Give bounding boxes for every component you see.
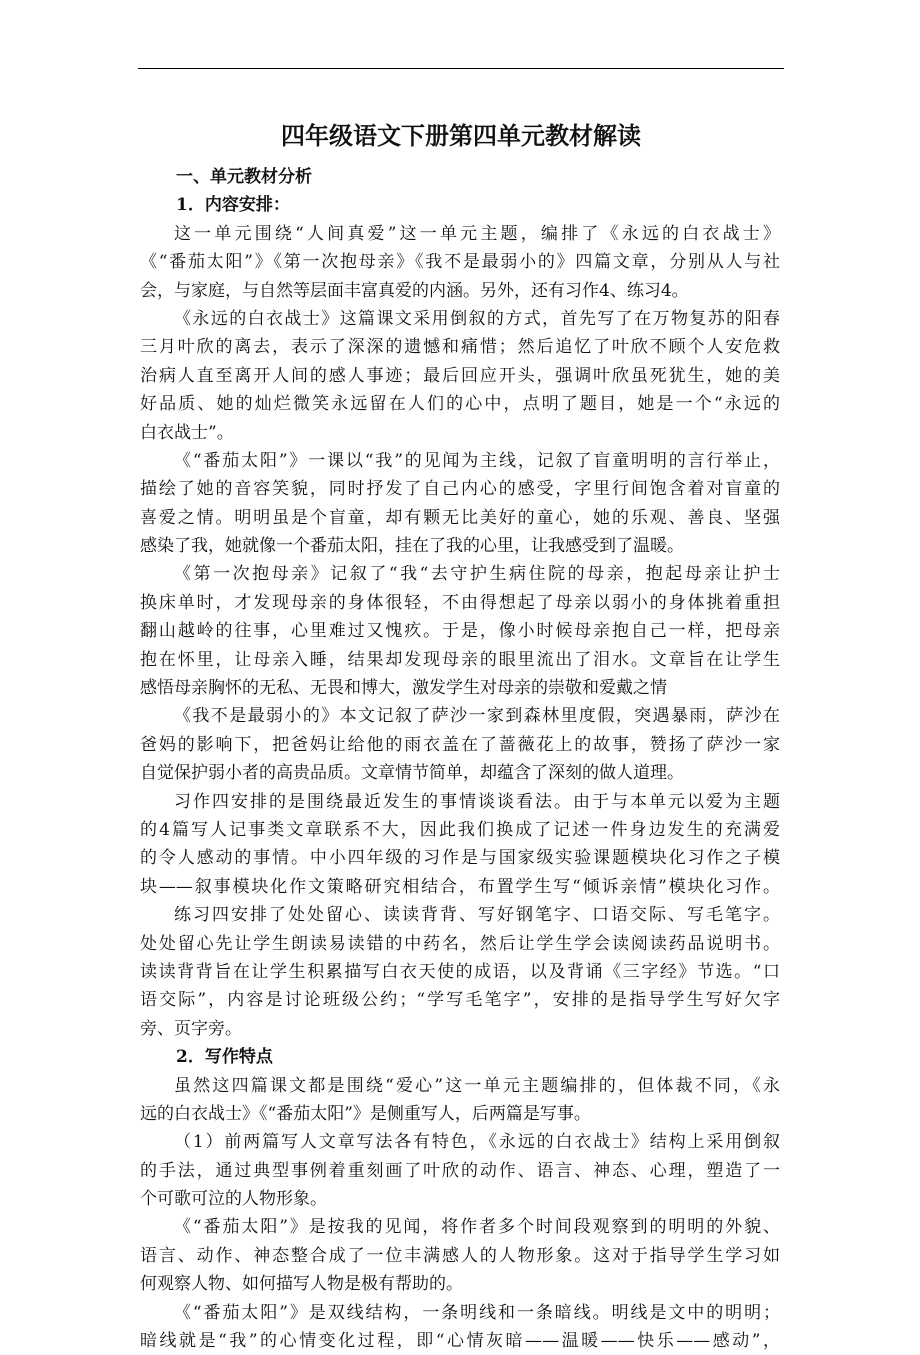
paragraph-line: 喜爱之情。明明虽是个盲童，却有颗无比美好的童心，她的乐观、善良、坚强: [140, 507, 780, 528]
paragraph-line: 《“番茄太阳”》是按我的见闻，将作者多个时间段观察到的明明的外貌、: [174, 1217, 780, 1238]
paragraph-line: 会，与家庭，与自然等层面丰富真爱的内涵。另外，还有习作4、练习4。: [140, 280, 689, 301]
paragraph-line: 爸妈的影响下，把爸妈让给他的雨衣盖在了蔷薇花上的故事，赞扬了萨沙一家: [140, 734, 780, 755]
paragraph-line: 读读背背旨在让学生积累描写白衣天使的成语，以及背诵《三字经》节选。“口: [140, 961, 780, 982]
paragraph-line: 旁、页字旁。: [140, 1018, 242, 1039]
paragraph-line: 暗线就是“我”的心情变化过程，即“心情灰暗——温暖——快乐——感动”，: [140, 1331, 780, 1352]
paragraph-line: 感悟母亲胸怀的无私、无畏和博大，激发学生对母亲的崇敬和爱戴之情: [140, 678, 667, 699]
section-heading: 一、单元教材分析: [176, 167, 312, 187]
paragraph-line: 白衣战士”。: [140, 422, 234, 443]
paragraph-line: 三月叶欣的离去，表示了深深的遗憾和痛惜；然后追忆了叶欣不顾个人安危救: [140, 337, 780, 358]
subsection-heading: 2．写作特点: [176, 1047, 273, 1068]
paragraph-line: 的手法，通过典型事例着重刻画了叶欣的动作、语言、神态、心理，塑造了一: [140, 1160, 780, 1181]
paragraph-line: 《第一次抱母亲》记叙了“我“去守护生病住院的母亲，抱起母亲让护士: [174, 564, 780, 585]
paragraph-line: 抱在怀里，让母亲入睡，结果却发现母亲的眼里流出了泪水。文章旨在让学生: [140, 649, 780, 670]
header-rule: [138, 68, 784, 69]
paragraph-line: 《我不是最弱小的》本文记叙了萨沙一家到森林里度假，突遇暴雨，萨沙在: [174, 706, 780, 727]
paragraph-line: 块——叙事模块化作文策略研究相结合，布置学生写“倾诉亲情”模块化习作。: [140, 876, 780, 897]
paragraph-line: 虽然这四篇课文都是围绕“爱心”这一单元主题编排的，但体裁不同，《永: [174, 1075, 780, 1096]
paragraph-line: 自觉保护弱小者的高贵品质。文章情节简单，却蕴含了深刻的做人道理。: [140, 763, 684, 784]
paragraph-line: 远的白衣战士》《“番茄太阳”》是侧重写人，后两篇是写事。: [140, 1103, 591, 1124]
paragraph-line: 的令人感动的事情。中小四年级的习作是与国家级实验课题模块化习作之子模: [140, 848, 780, 869]
paragraph-line: 这一单元围绕“人间真爱”这一单元主题，编排了《永远的白衣战士》: [174, 223, 780, 244]
subsection-heading: 1．内容安排：: [176, 195, 290, 216]
paragraph-line: 《“番茄太阳”》《第一次抱母亲》《我不是最弱小的》四篇文章，分别从人与社: [140, 252, 780, 273]
paragraph-line: 处处留心先让学生朗读易读错的中药名，然后让学生学会读阅读药品说明书。: [140, 933, 780, 954]
paragraph-line: 翻山越岭的往事，心里难过又愧疚。于是，像小时候母亲抱自己一样，把母亲: [140, 621, 780, 642]
paragraph-line: 《永远的白衣战士》这篇课文采用倒叙的方式，首先写了在万物复苏的阳春: [174, 308, 780, 329]
paragraph-line: 语言、动作、神态整合成了一位丰满感人的人物形象。这对于指导学生学习如: [140, 1245, 780, 1266]
paragraph-line: （1）前两篇写人文章写法各有特色，《永远的白衣战士》结构上采用倒叙: [174, 1132, 780, 1153]
document-title: 四年级语文下册第四单元教材解读: [281, 121, 641, 150]
paragraph-line: 好品质、她的灿烂微笑永远留在人们的心中，点明了题目，她是一个“永远的: [140, 394, 780, 415]
paragraph-line: 的4篇写人记事类文章联系不大，因此我们换成了记述一件身边发生的充满爱: [140, 819, 780, 840]
document-body: [140, 163, 780, 1355]
paragraph-line: 治病人直至离开人间的感人事迹；最后回应开头，强调叶欣虽死犹生，她的美: [140, 365, 780, 386]
paragraph-line: 《“番茄太阳”》一课以“我”的见闻为主线，记叙了盲童明明的言行举止，: [174, 450, 780, 471]
paragraph-line: 何观察人物、如何描写人物是极有帮助的。: [140, 1274, 463, 1295]
paragraph-line: 练习四安排了处处留心、读读背背、写好钢笔字、口语交际、写毛笔字。: [174, 905, 780, 926]
paragraph-line: 换床单时，才发现母亲的身体很轻，不由得想起了母亲以弱小的身体挑着重担: [140, 592, 780, 613]
paragraph-line: 习作四安排的是围绕最近发生的事情谈谈看法。由于与本单元以爱为主题: [174, 791, 780, 812]
paragraph-line: 个可歌可泣的人物形象。: [140, 1189, 327, 1210]
paragraph-line: 语交际”，内容是讨论班级公约；“学写毛笔字”，安排的是指导学生写好欠字: [140, 990, 780, 1011]
paragraph-line: 感染了我，她就像一个番茄太阳，挂在了我的心里，让我感受到了温暖。: [140, 536, 684, 557]
paragraph-line: 《“番茄太阳”》是双线结构，一条明线和一条暗线。明线是文中的明明；: [174, 1302, 780, 1323]
paragraph-line: 描绘了她的音容笑貌，同时抒发了自己内心的感受，字里行间饱含着对盲童的: [140, 479, 780, 500]
